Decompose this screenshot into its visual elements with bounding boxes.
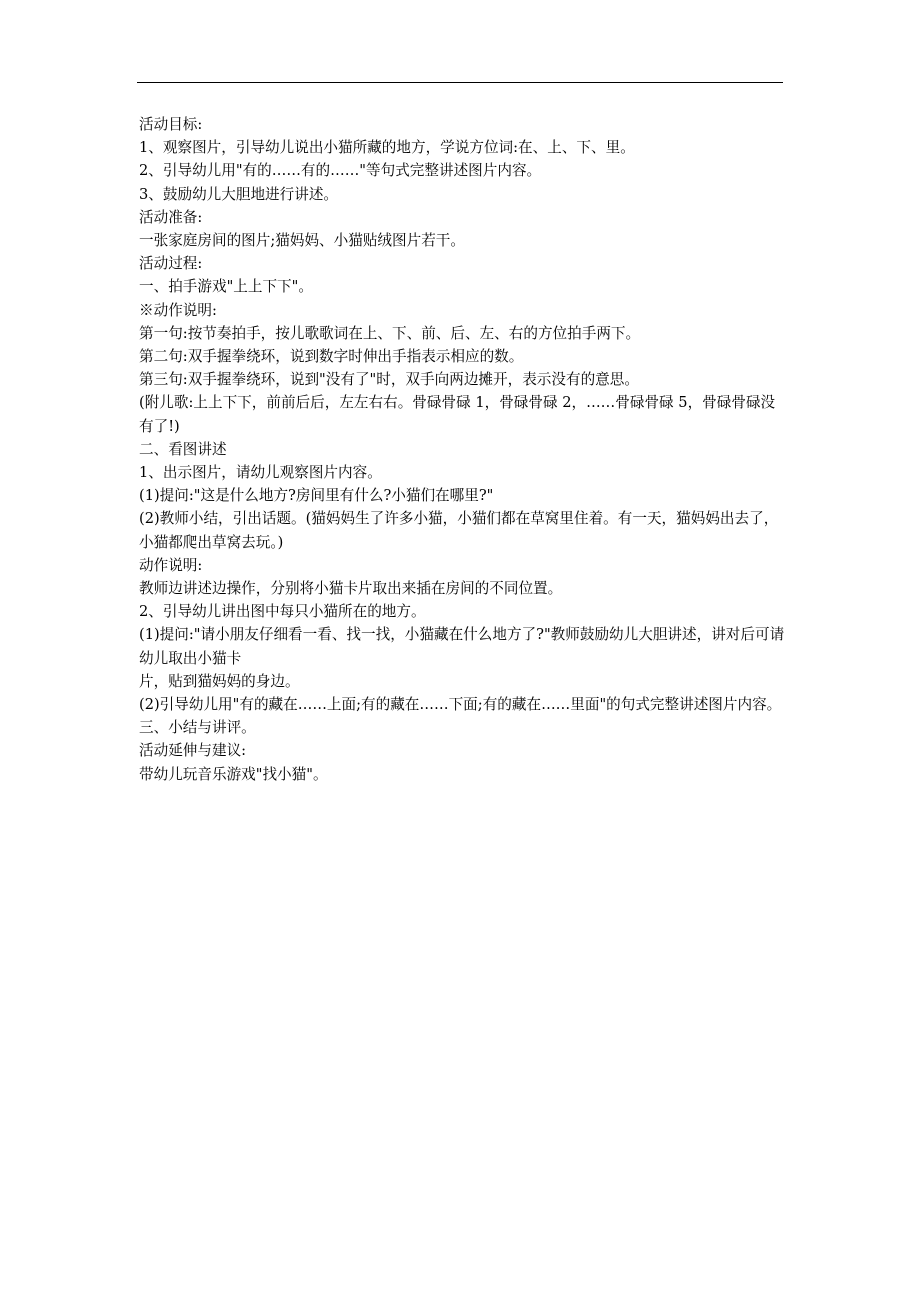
process-step-1: 一、拍手游戏"上上下下"。 — [139, 278, 313, 296]
goal-item-3: 3、鼓励幼儿大胆地进行讲述。 — [139, 185, 339, 203]
section-heading-goals: 活动目标: — [139, 116, 203, 133]
section-heading-extension: 活动延伸与建议: — [139, 742, 247, 760]
step-2-summary: (2)教师小结，引出话题。(猫妈妈生了许多小猫，小猫们都在草窝里住着。有一天，猫妈妈出去了，小猫都爬出草窝去玩。) — [139, 510, 779, 551]
step-2-question-2-cont: 片，贴到猫妈妈的身边。 — [139, 672, 300, 690]
action-note-heading-2: 动作说明: — [139, 556, 203, 574]
header-rule — [137, 82, 783, 83]
process-step-3: 三、小结与讲评。 — [139, 719, 256, 737]
action-line-1: 第一句:按节奏拍手，按儿歌歌词在上、下、前、后、左、右的方位拍手两下。 — [139, 324, 641, 342]
nursery-rhyme: (附儿歌:上上下下，前前后后，左左右右。骨碌骨碌 1，骨碌骨碌 2，……骨碌骨碌 5，骨碌骨碌没有了!) — [139, 394, 776, 435]
process-step-2: 二、看图讲述 — [139, 440, 227, 458]
section-heading-process: 活动过程: — [139, 255, 203, 273]
action-line-3: 第三句:双手握拳绕环，说到"没有了"时，双手向两边摊开，表示没有的意思。 — [139, 371, 639, 389]
step-2-item-1: 1、出示图片，请幼儿观察图片内容。 — [139, 464, 382, 482]
section-heading-preparation: 活动准备: — [139, 208, 203, 226]
goal-item-1: 1、观察图片，引导幼儿说出小猫所藏的地方，学说方位词:在、上、下、里。 — [139, 139, 635, 157]
preparation-text: 一张家庭房间的图片;猫妈妈、小猫贴绒图片若干。 — [139, 232, 465, 250]
document-body — [139, 113, 787, 786]
step-2-item-2: 2、引导幼儿讲出图中每只小猫所在的地方。 — [139, 603, 426, 621]
goal-item-2: 2、引导幼儿用"有的……有的……"等句式完整讲述图片内容。 — [139, 162, 542, 180]
step-2-question-1: (1)提问:"这是什么地方?房间里有什么?小猫们在哪里?" — [139, 487, 494, 505]
action-line-2: 第二句:双手握拳绕环，说到数字时伸出手指表示相应的数。 — [139, 348, 524, 366]
extension-text: 带幼儿玩音乐游戏"找小猫"。 — [139, 765, 328, 783]
teacher-action: 教师边讲述边操作，分别将小猫卡片取出来插在房间的不同位置。 — [139, 580, 563, 598]
step-2-question-2: (1)提问:"请小朋友仔细看一看、找一找，小猫藏在什么地方了?"教师鼓励幼儿大胆讲述，讲对后可请幼儿取出小猫卡 — [139, 626, 785, 667]
step-2-sentence-pattern: (2)引导幼儿用"有的藏在……上面;有的藏在……下面;有的藏在……里面"的句式完整讲述图片内容。 — [139, 696, 782, 714]
action-note-heading: ※动作说明: — [139, 301, 217, 319]
